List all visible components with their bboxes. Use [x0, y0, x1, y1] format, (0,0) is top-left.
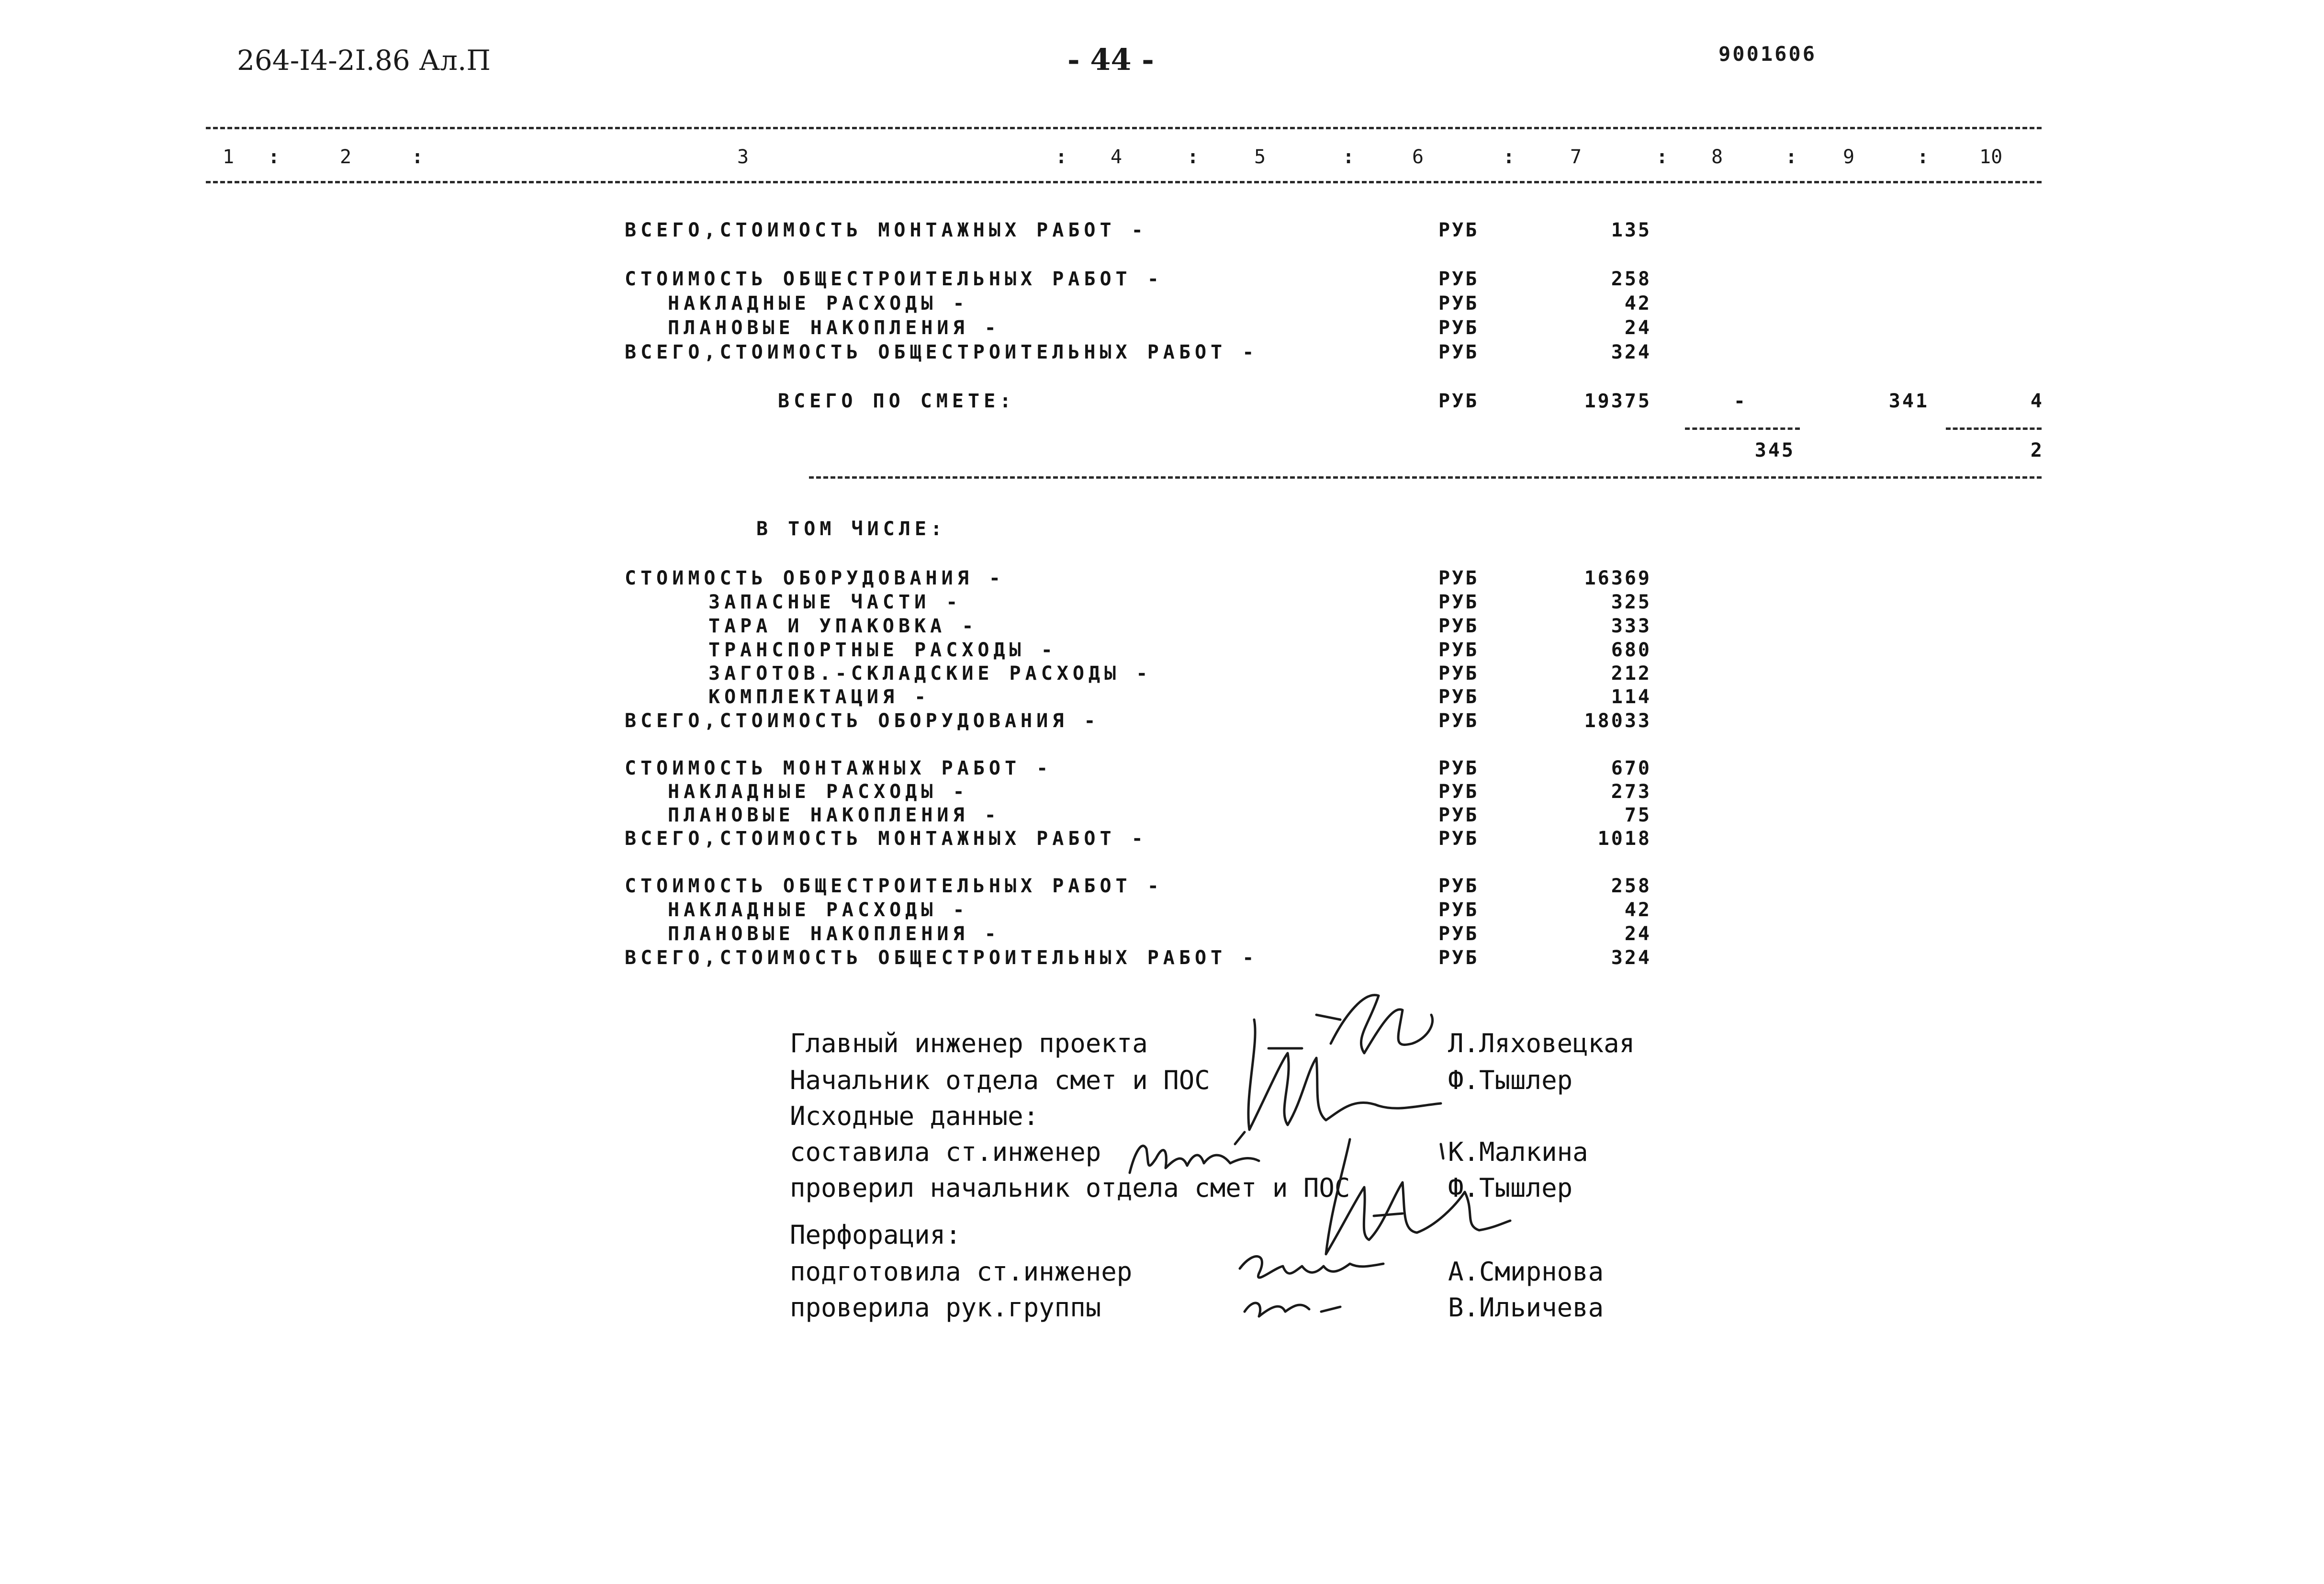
column-separator: :	[412, 146, 424, 168]
cost-line-label: ПЛАНОВЫЕ НАКОПЛЕНИЯ -	[668, 317, 1000, 339]
estimate-total-unit: РУБ	[1438, 390, 1479, 412]
cost-line-value: 24	[1624, 923, 1651, 945]
signatory-role: составила ст.инженер	[790, 1137, 1101, 1167]
cost-line-value: 18033	[1584, 710, 1651, 732]
signatory-name: А.Смирнова	[1448, 1257, 1604, 1287]
cost-line-label: СТОИМОСТЬ ОБЩЕСТРОИТЕЛЬНЫХ РАБОТ -	[625, 875, 1163, 897]
cost-line-label: СТОИМОСТЬ ОБОРУДОВАНИЯ -	[625, 567, 1005, 589]
cost-line-value: 24	[1624, 317, 1651, 339]
cost-line-unit: РУБ	[1438, 947, 1479, 969]
document-code: 264-I4-2I.86 Ал.П	[237, 44, 491, 77]
cost-line-label: ЗАПАСНЫЕ ЧАСТИ -	[708, 591, 962, 613]
signatory-name: К.Малкина	[1448, 1137, 1588, 1167]
column-separator: :	[1656, 146, 1668, 168]
cost-line-label: НАКЛАДНЫЕ РАСХОДЫ -	[668, 781, 969, 803]
column-header-8: 8	[1711, 146, 1723, 168]
cost-line-label: КОМПЛЕКТАЦИЯ -	[708, 686, 931, 708]
cost-line-unit: РУБ	[1438, 292, 1479, 315]
signatory-name: Л.Ляховецкая	[1448, 1028, 1635, 1058]
cost-line-unit: РУБ	[1438, 268, 1479, 290]
column-header-5: 5	[1254, 146, 1266, 168]
cost-line-value: 135	[1611, 219, 1651, 241]
column-header-4: 4	[1111, 146, 1123, 168]
document-number: 9001606	[1718, 42, 1817, 66]
column-header-10: 10	[1979, 146, 2003, 168]
cost-line-label: СТОИМОСТЬ МОНТАЖНЫХ РАБОТ -	[625, 757, 1053, 779]
cost-line-label: ПЛАНОВЫЕ НАКОПЛЕНИЯ -	[668, 923, 1000, 945]
signatory-role: Главный инженер проекта	[790, 1028, 1148, 1058]
column-separator: :	[1055, 146, 1067, 168]
cost-line-label: ВСЕГО,СТОИМОСТЬ МОНТАЖНЫХ РАБОТ -	[625, 219, 1147, 241]
handwritten-signature	[1225, 1240, 1398, 1326]
cost-line-value: 16369	[1584, 567, 1651, 589]
cost-line-value: 333	[1611, 615, 1651, 637]
cost-line-unit: РУБ	[1438, 219, 1479, 241]
cost-line-label: ТАРА И УПАКОВКА -	[708, 615, 978, 637]
signatory-name: Ф.Тышлер	[1448, 1065, 1573, 1095]
column-separator: :	[1187, 146, 1199, 168]
signatory-role: проверил начальник отдела смет и ПОС	[790, 1173, 1350, 1203]
estimate-total-col10-second: 2	[2030, 439, 2044, 461]
column-separator: :	[1917, 146, 1929, 168]
cost-line-value: 42	[1624, 899, 1651, 921]
cost-line-unit: РУБ	[1438, 899, 1479, 921]
page-number: - 44 -	[1067, 42, 1154, 77]
cost-line-label: ТРАНСПОРТНЫЕ РАСХОДЫ -	[708, 639, 1057, 661]
cost-line-value: 75	[1624, 804, 1651, 826]
cost-line-unit: РУБ	[1438, 828, 1479, 850]
column-separator: :	[1343, 146, 1355, 168]
handwritten-signature	[1235, 986, 1455, 1139]
column-header-7: 7	[1570, 146, 1582, 168]
cost-line-unit: РУБ	[1438, 804, 1479, 826]
cost-line-unit: РУБ	[1438, 341, 1479, 363]
cost-line-label: НАКЛАДНЫЕ РАСХОДЫ -	[668, 899, 969, 921]
estimate-total-col10: 4	[2030, 390, 2044, 412]
column-header-9: 9	[1843, 146, 1855, 168]
cost-line-unit: РУБ	[1438, 781, 1479, 803]
cost-line-label: НАКЛАДНЫЕ РАСХОДЫ -	[668, 292, 969, 315]
column-header-1: 1	[223, 146, 235, 168]
cost-line-label: ВСЕГО,СТОИМОСТЬ ОБЩЕСТРОИТЕЛЬНЫХ РАБОТ -	[625, 947, 1258, 969]
including-title: В ТОМ ЧИСЛЕ:	[756, 518, 946, 540]
cost-line-unit: РУБ	[1438, 567, 1479, 589]
signatory-role: проверила рук.группы	[790, 1292, 1101, 1323]
subtotal-rule-col10	[1946, 427, 2042, 430]
cost-line-value: 324	[1611, 341, 1651, 363]
cost-line-value: 273	[1611, 781, 1651, 803]
cost-line-value: 680	[1611, 639, 1651, 661]
column-header-3: 3	[737, 146, 749, 168]
cost-line-unit: РУБ	[1438, 923, 1479, 945]
handwritten-signature	[1120, 1130, 1273, 1187]
table-header-rule	[206, 181, 2042, 183]
estimate-total-value: 19375	[1584, 390, 1651, 412]
cost-line-label: ЗАГОТОВ.-СКЛАДСКИЕ РАСХОДЫ -	[708, 663, 1152, 685]
column-separator: :	[268, 146, 280, 168]
cost-line-value: 212	[1611, 663, 1651, 685]
cost-line-value: 324	[1611, 947, 1651, 969]
estimate-total-col9: 341	[1888, 390, 1929, 412]
cost-line-unit: РУБ	[1438, 317, 1479, 339]
cost-line-unit: РУБ	[1438, 710, 1479, 732]
section-heading: Перфорация:	[790, 1220, 961, 1250]
cost-line-unit: РУБ	[1438, 591, 1479, 613]
signatory-name: В.Ильичева	[1448, 1292, 1604, 1323]
estimate-total-col8-second: 345	[1754, 439, 1795, 461]
cost-line-value: 42	[1624, 292, 1651, 315]
cost-line-value: 325	[1611, 591, 1651, 613]
cost-line-label: ВСЕГО,СТОИМОСТЬ МОНТАЖНЫХ РАБОТ -	[625, 828, 1147, 850]
cost-line-unit: РУБ	[1438, 639, 1479, 661]
cost-line-unit: РУБ	[1438, 686, 1479, 708]
subtotal-rule-col8	[1685, 427, 1800, 430]
estimate-total-col8: -	[1733, 390, 1747, 412]
estimate-total-label: ВСЕГО ПО СМЕТЕ:	[778, 390, 1016, 412]
cost-line-value: 1018	[1597, 828, 1651, 850]
cost-line-label: СТОИМОСТЬ ОБЩЕСТРОИТЕЛЬНЫХ РАБОТ -	[625, 268, 1163, 290]
signatory-role: подготовила ст.инженер	[790, 1257, 1133, 1287]
column-separator: :	[1503, 146, 1515, 168]
cost-line-label: ВСЕГО,СТОИМОСТЬ ОБЩЕСТРОИТЕЛЬНЫХ РАБОТ -	[625, 341, 1258, 363]
cost-line-unit: РУБ	[1438, 615, 1479, 637]
signatory-name: Ф.Тышлер	[1448, 1173, 1573, 1203]
cost-line-value: 258	[1611, 268, 1651, 290]
cost-line-unit: РУБ	[1438, 875, 1479, 897]
table-top-rule	[206, 127, 2042, 129]
section-separator-rule	[809, 476, 2042, 479]
cost-line-unit: РУБ	[1438, 757, 1479, 779]
cost-line-label: ПЛАНОВЫЕ НАКОПЛЕНИЯ -	[668, 804, 1000, 826]
column-header-2: 2	[340, 146, 352, 168]
cost-line-label: ВСЕГО,СТОИМОСТЬ ОБОРУДОВАНИЯ -	[625, 710, 1100, 732]
column-separator: :	[1785, 146, 1797, 168]
signatory-role: Начальник отдела смет и ПОС	[790, 1065, 1210, 1095]
cost-line-value: 670	[1611, 757, 1651, 779]
cost-line-unit: РУБ	[1438, 663, 1479, 685]
section-heading: Исходные данные:	[790, 1101, 1039, 1131]
column-header-6: 6	[1412, 146, 1424, 168]
cost-line-value: 114	[1611, 686, 1651, 708]
cost-line-value: 258	[1611, 875, 1651, 897]
